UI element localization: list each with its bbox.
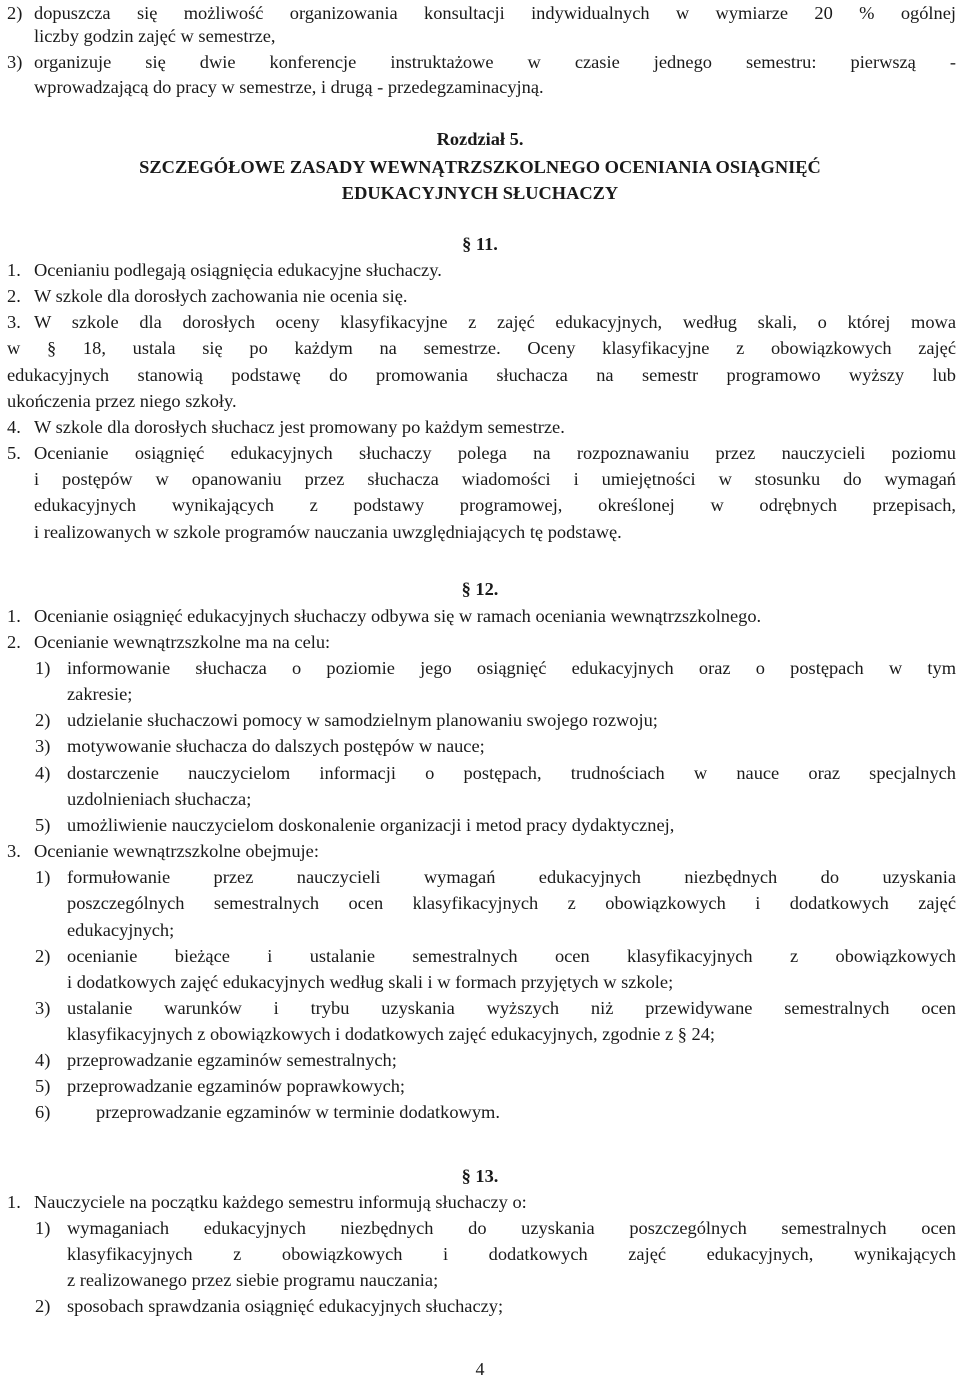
item-number: 3.: [7, 841, 21, 861]
item-text: Nauczyciele na początku każdego semestru informują słuchaczy o:: [34, 1192, 527, 1212]
item-text: wprowadzającą do pracy w semestrze, i drugą - przedegzaminacyjną.: [34, 77, 544, 97]
item-text: i postępów w opanowaniu przez słuchacza wiadomości i umiejętności w stosunku do wymagań: [34, 469, 956, 489]
item-number: 4): [35, 1050, 51, 1070]
item-number: 1): [35, 1218, 51, 1238]
item-text: Ocenianie osiągnięć edukacyjnych słuchaczy odbywa się w ramach oceniania wewnątrzszkolnego.: [34, 606, 762, 626]
item-text: sposobach sprawdzania osiągnięć edukacyjnych słuchaczy;: [67, 1296, 504, 1316]
item-text: dostarczenie nauczycielom informacji o postępach, trudnościach w nauce oraz specjalnych: [67, 763, 956, 783]
item-text: klasyfikacyjnych z obowiązkowych i dodatkowych zajęć edukacyjnych, wynikających: [67, 1244, 956, 1264]
item-text: w § 18, ustala się po każdym na semestrze. Oceny klasyfikacyjne z obowiązkowych zajęć: [7, 338, 956, 358]
chapter-label: Rozdział 5.: [436, 129, 524, 149]
item-text: klasyfikacyjnych z obowiązkowych i dodatkowych zajęć edukacyjnych, zgodnie z § 24;: [67, 1024, 716, 1044]
item-text: edukacyjnych wynikających z podstawy programowej, określonej w odrębnych przepisach,: [34, 495, 956, 515]
item-text: W szkole dla dorosłych oceny klasyfikacyjne z zajęć edukacyjnych, według skali, o której mowa: [34, 312, 956, 332]
item-text: W szkole dla dorosłych słuchacz jest promowany po każdym semestrze.: [34, 417, 565, 437]
item-number: 5): [35, 815, 51, 835]
item-text: i dodatkowych zajęć edukacyjnych według skali i w formach przyjętych w szkole;: [67, 972, 674, 992]
item-number: 4): [35, 763, 51, 783]
item-number: 1): [35, 658, 51, 678]
item-text: i realizowanych w szkole programów nauczania uwzględniających tę podstawę.: [34, 522, 622, 542]
item-number: 2): [7, 3, 23, 23]
item-text: Ocenianiu podlegają osiągnięcia edukacyjne słuchaczy.: [34, 260, 442, 280]
section-heading: § 13.: [461, 1166, 499, 1186]
chapter-title: SZCZEGÓŁOWE ZASADY WEWNĄTRZSZKOLNEGO OCENIANIA OSIĄGNIĘĆ: [139, 157, 821, 177]
item-text: edukacyjnych stanowią podstawę do promowania słuchacza na semestr programowo wyższy lub: [7, 365, 956, 385]
item-number: 1): [35, 867, 51, 887]
item-text: przeprowadzanie egzaminów w terminie dodatkowym.: [96, 1102, 500, 1122]
item-text: udzielanie słuchaczowi pomocy w samodzielnym planowaniu swojego rozwoju;: [67, 710, 658, 730]
item-text: przeprowadzanie egzaminów poprawkowych;: [67, 1076, 406, 1096]
item-text: z realizowanego przez siebie programu nauczania;: [67, 1270, 439, 1290]
chapter-title-line2: EDUKACYJNYCH SŁUCHACZY: [341, 183, 619, 203]
item-number: 1.: [7, 606, 21, 626]
item-text: ukończenia przez niego szkoły.: [7, 391, 237, 411]
item-number: 3.: [7, 312, 21, 332]
item-text: ocenianie bieżące i ustalanie semestralnych ocen klasyfikacyjnych z obowiązkowych: [67, 946, 956, 966]
section-heading: § 12.: [461, 579, 499, 599]
item-number: 6): [35, 1102, 51, 1122]
item-number: 4.: [7, 417, 21, 437]
item-number: 1.: [7, 260, 21, 280]
item-text: zakresie;: [67, 684, 133, 704]
item-text: edukacyjnych;: [67, 920, 175, 940]
item-text: poszczególnych semestralnych ocen klasyfikacyjnych z obowiązkowych i dodatkowych zajęć: [67, 893, 956, 913]
page-number: 4: [475, 1359, 485, 1379]
section-heading: § 11.: [462, 234, 498, 254]
item-text: formułowanie przez nauczycieli wymagań edukacyjnych niezbędnych do uzyskania: [67, 867, 956, 887]
item-text: wymaganiach edukacyjnych niezbędnych do uzyskania poszczególnych semestralnych ocen: [67, 1218, 956, 1238]
item-text: Ocenianie osiągnięć edukacyjnych słuchaczy polega na rozpoznawaniu przez nauczycieli poziomu: [34, 443, 956, 463]
item-text: informowanie słuchacza o poziomie jego osiągnięć edukacyjnych oraz o postępach w tym: [67, 658, 956, 678]
item-text: dopuszcza się możliwość organizowania konsultacji indywidualnych w wymiarze 20 % ogólnej: [34, 3, 956, 23]
item-number: 2): [35, 1296, 51, 1316]
item-number: 5.: [7, 443, 21, 463]
item-text: umożliwienie nauczycielom doskonalenie organizacji i metod pracy dydaktycznej,: [67, 815, 675, 835]
item-number: 1.: [7, 1192, 21, 1212]
item-number: 5): [35, 1076, 51, 1096]
item-text: motywowanie słuchacza do dalszych postępów w nauce;: [67, 736, 485, 756]
item-number: 3): [7, 52, 23, 72]
item-text: ustalanie warunków i trybu uzyskania wyższych niż przewidywane semestralnych ocen: [67, 998, 956, 1018]
item-number: 2): [35, 946, 51, 966]
item-number: 2.: [7, 632, 21, 652]
item-number: 3): [35, 736, 51, 756]
item-text: W szkole dla dorosłych zachowania nie ocenia się.: [34, 286, 408, 306]
item-text: przeprowadzanie egzaminów semestralnych;: [67, 1050, 397, 1070]
item-text: organizuje się dwie konferencje instruktażowe w czasie jednego semestru: pierwszą -: [34, 52, 956, 72]
item-number: 2): [35, 710, 51, 730]
item-number: 3): [35, 998, 51, 1018]
item-number: 2.: [7, 286, 21, 306]
item-text: Ocenianie wewnątrzszkolne obejmuje:: [34, 841, 319, 861]
item-text: Ocenianie wewnątrzszkolne ma na celu:: [34, 632, 331, 652]
item-text: uzdolnieniach słuchacza;: [67, 789, 252, 809]
item-text: liczby godzin zajęć w semestrze,: [34, 26, 276, 46]
